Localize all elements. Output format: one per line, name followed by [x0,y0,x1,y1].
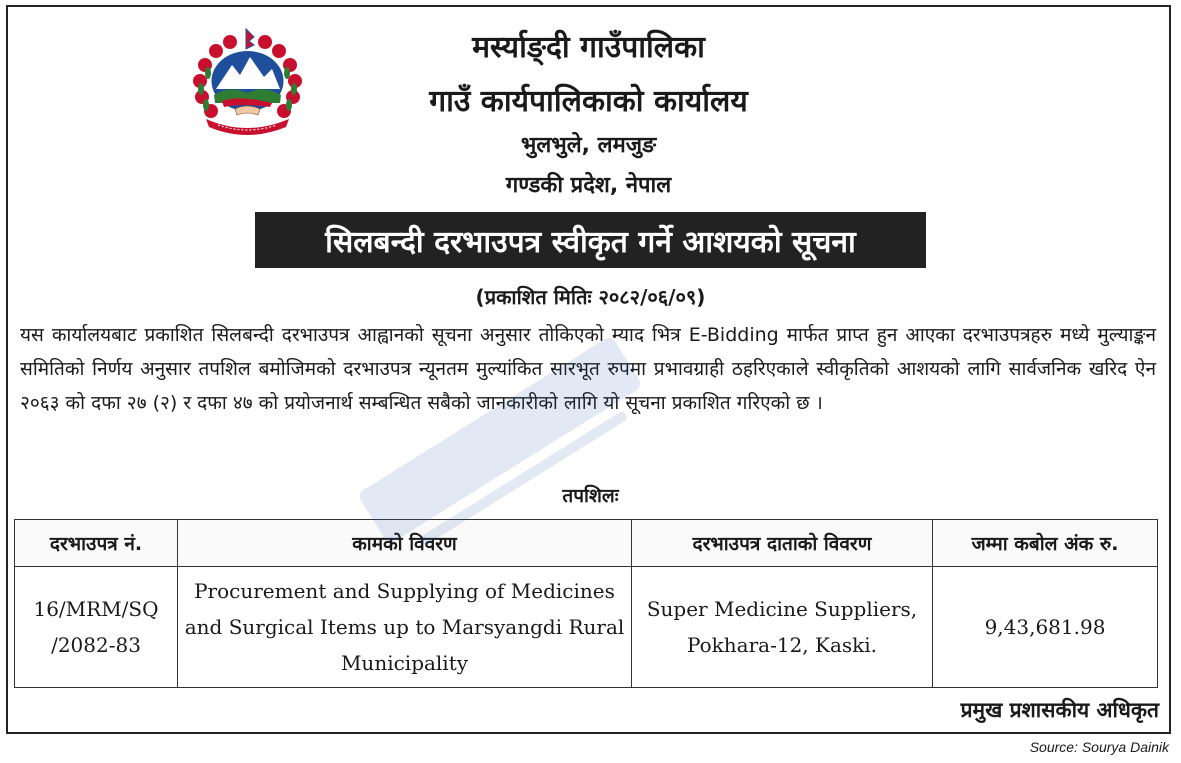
office-name: गाउँ कार्यपालिकाको कार्यालय [429,84,748,119]
notice-body: यस कार्यालयबाट प्रकाशित सिलबन्दी दरभाउपत्र आह्वानको सूचना अनुसार तोकिएको म्याद भित्र E-Bidding मार्फत प्राप्त हुन आएका दरभाउपत्रहरु मध्ये मुल्याङ्कन समितिको निर्णय अनुसार तपशिल बमोजिमको दरभाउपत्र न्यूनतम मुल्यांकित सारभूत रुपमा प्रभावग्राही ठहरिएकाले स्वीकृतिको आशयको लागि सार्वजनिक खरिद ऐन २०६३ को दफा २७ (२) र दफा ४७ को प्रयोजनार्थ सम्बन्धित सबैको जानकारीको लागि यो सूचना प्रकाशित गरिएको छ । [20,324,1156,414]
published-date: (प्रकाशित मितिः २०८२/०६/०९) [475,285,706,309]
header-amount: जम्मा कबोल अंक रु. [933,520,1158,567]
cell-bid-no: 16/MRM/SQ /2082-83 [15,567,178,688]
source-credit: Source: Sourya Dainik [1029,739,1169,755]
table-row [15,567,1158,688]
cell-bidder: Super Medicine Suppliers, Pokhara-12, Kaski. [632,567,933,688]
header-bidder: दरभाउपत्र दाताको विवरण [632,520,933,567]
header-work: कामको विवरण [178,520,632,567]
header-bid-no: दरभाउपत्र नं. [15,520,178,567]
office-province: गण्डकी प्रदेश, नेपाल [505,173,672,198]
cell-work: Procurement and Supplying of Medicines and Surgical Items up to Marsyangdi Rural Municipality [178,567,632,688]
bid-table [14,519,1158,688]
office-address: भुलभुले, लमजुङ [520,133,657,158]
table-header-row [15,520,1158,567]
details-label: तपशिलः [562,485,619,507]
signature-title: प्रमुख प्रशासकीय अधिकृत [960,698,1159,722]
municipality-name: मर्स्याङ्दी गाउँपालिका [472,30,705,65]
notice-title: सिलबन्दी दरभाउपत्र स्वीकृत गर्ने आशयको सूचना [255,212,926,268]
cell-amount: 9,43,681.98 [933,567,1158,688]
